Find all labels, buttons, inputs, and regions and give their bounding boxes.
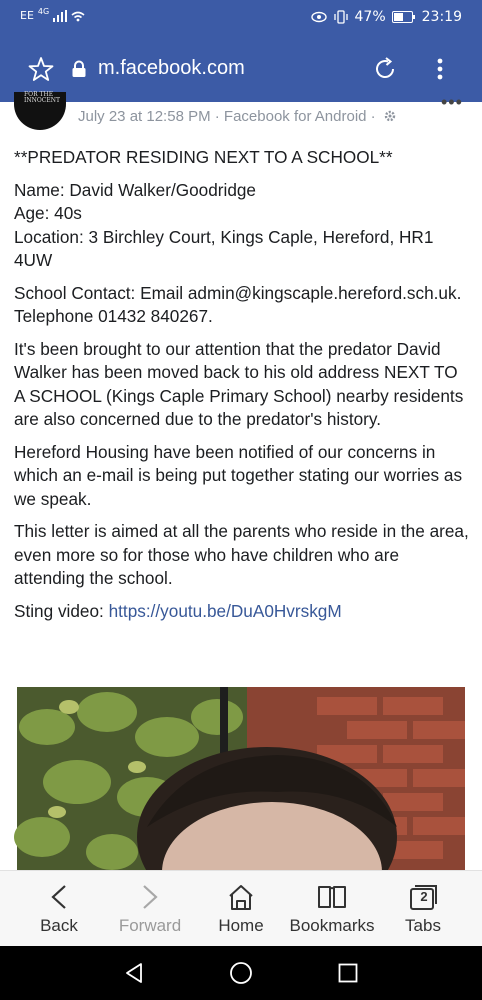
carrier-label: EE	[20, 9, 34, 22]
eye-icon	[311, 11, 327, 23]
home-icon	[196, 883, 286, 911]
post-meta	[78, 108, 397, 125]
post-paragraph-2: Hereford Housing have been notified of our concerns in which an e-mail is being put together stating our worries as we speak.	[14, 441, 463, 509]
wifi-icon	[71, 10, 85, 22]
nav-forward-label: Forward	[118, 916, 182, 935]
location-line: Location: 3 Birchley Court, Kings Caple, Hereford, HR1 4UW	[14, 226, 434, 270]
system-nav-bar	[0, 946, 482, 1000]
tabs-count: 2	[420, 889, 428, 904]
clock: 23:19	[421, 9, 462, 25]
post-body	[14, 146, 470, 632]
privacy-gear-icon	[383, 109, 397, 123]
post-photo[interactable]	[17, 687, 465, 877]
name-line: Name: David Walker/Goodridge	[14, 179, 256, 200]
photo-image	[17, 687, 465, 877]
post-paragraph-3: This letter is aimed at all the parents who reside in the area, even more so for those who have children who are attending the school.	[14, 521, 469, 588]
overflow-menu-icon[interactable]	[430, 56, 450, 82]
post-paragraph-1: It's been brought to our attention that the predator David Walker has been moved back to his old address NEXT TO A SCHOOL (Kings Caple Primary School) nearby residents are also concerned due to the predator's history.	[14, 338, 464, 429]
post-details	[14, 179, 470, 273]
post-content	[0, 91, 482, 870]
system-home-icon[interactable]	[229, 961, 253, 985]
age-line: Age: 40s	[14, 203, 82, 223]
sting-video-line	[14, 600, 470, 624]
nav-back[interactable]	[14, 871, 104, 947]
nav-home-label: Home	[218, 916, 264, 935]
post-headline: **PREDATOR RESIDING NEXT TO A SCHOOL**	[14, 147, 393, 167]
sting-video-link[interactable]: https://youtu.be/DuA0HvrskgM	[108, 600, 342, 621]
reload-icon[interactable]	[372, 56, 398, 82]
status-bar	[0, 0, 482, 36]
status-left	[20, 9, 85, 22]
post-timestamp: July 23 at 12:58 PM · Facebook for Android ·	[78, 108, 376, 125]
bookmarks-book-icon	[287, 883, 377, 911]
browser-bottom-nav	[0, 870, 482, 947]
system-recents-icon[interactable]	[338, 963, 358, 983]
nav-bookmarks[interactable]	[287, 871, 377, 947]
nav-tabs-label: Tabs	[405, 916, 441, 935]
nav-back-label: Back	[40, 916, 78, 935]
vibrate-icon	[333, 10, 349, 24]
nav-forward[interactable]	[105, 871, 195, 947]
signal-icon	[53, 10, 67, 22]
status-right	[311, 9, 462, 25]
nav-bookmarks-label: Bookmarks	[289, 916, 375, 935]
page-avatar[interactable]	[14, 92, 66, 130]
battery-icon	[392, 11, 416, 23]
forward-arrow-icon	[105, 883, 195, 911]
school-contact: School Contact: Email admin@kingscaple.hereford.sch.uk. Telephone 01432 840267.	[14, 282, 462, 326]
avatar-text: FOR THE INNOCENT	[24, 91, 61, 104]
star-icon[interactable]	[28, 56, 54, 82]
url-text[interactable]: m.facebook.com	[98, 57, 245, 79]
sting-label: Sting video:	[14, 600, 109, 621]
network-label: 4G	[37, 7, 50, 16]
lock-icon	[71, 60, 87, 78]
post-options-icon[interactable]: •••	[441, 92, 463, 112]
battery-percent: 47%	[354, 9, 386, 25]
nav-tabs[interactable]	[378, 871, 468, 947]
back-arrow-icon	[14, 883, 104, 911]
nav-home[interactable]	[196, 871, 286, 947]
system-back-icon[interactable]	[124, 962, 146, 984]
browser-url-bar	[0, 36, 482, 102]
